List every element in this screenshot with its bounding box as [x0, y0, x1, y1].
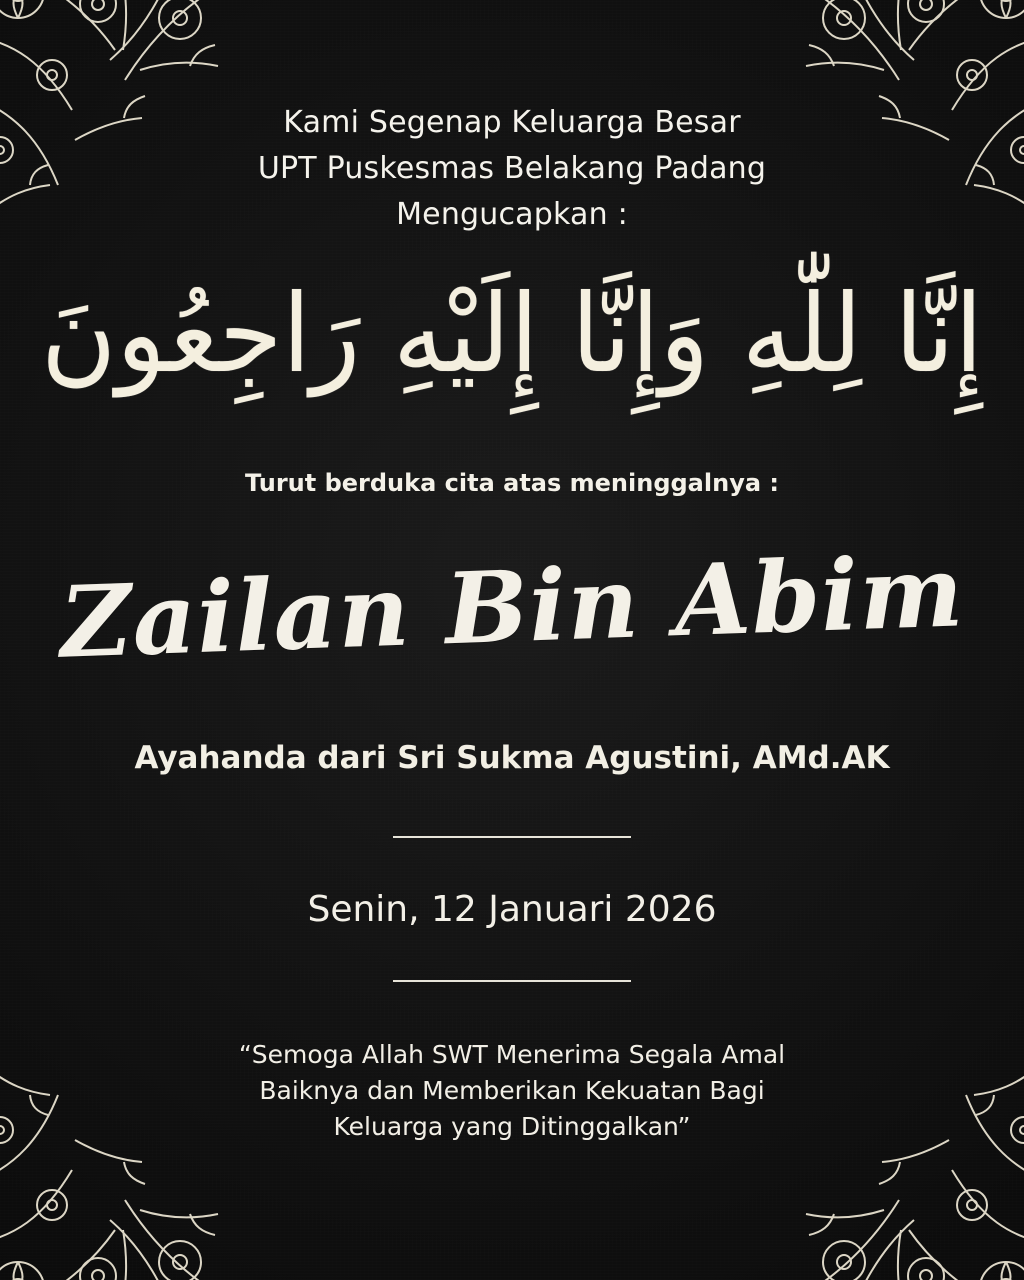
- prayer-line-1: “Semoga Allah SWT Menerima Segala Amal: [238, 1040, 786, 1069]
- intro-line-1: Kami Segenap Keluarga Besar: [283, 105, 741, 140]
- divider-bottom: [393, 980, 631, 982]
- prayer-line-3: Keluarga yang Ditinggalkan”: [333, 1112, 691, 1141]
- intro-line-2: UPT Puskesmas Belakang Padang: [257, 151, 767, 186]
- deceased-name: Zailan Bin Abim: [58, 534, 966, 681]
- intro-line-3: Mengucapkan :: [396, 197, 628, 232]
- relation-text: Ayahanda dari Sri Sukma Agustini, AMd.AK: [134, 740, 890, 776]
- divider-top: [393, 836, 631, 838]
- prayer-line-2: Baiknya dan Memberikan Kekuatan Bagi: [259, 1076, 765, 1105]
- intro-text: [0, 100, 1024, 238]
- condolence-heading: Turut berduka cita atas meninggalnya :: [245, 469, 779, 497]
- arabic-calligraphy: إِنَّا لِلّٰهِ وَإِنَّا إِلَيْهِ رَاجِعُونَ: [41, 272, 983, 397]
- prayer-text: [0, 1037, 1024, 1145]
- date-text: Senin, 12 Januari 2026: [307, 889, 717, 930]
